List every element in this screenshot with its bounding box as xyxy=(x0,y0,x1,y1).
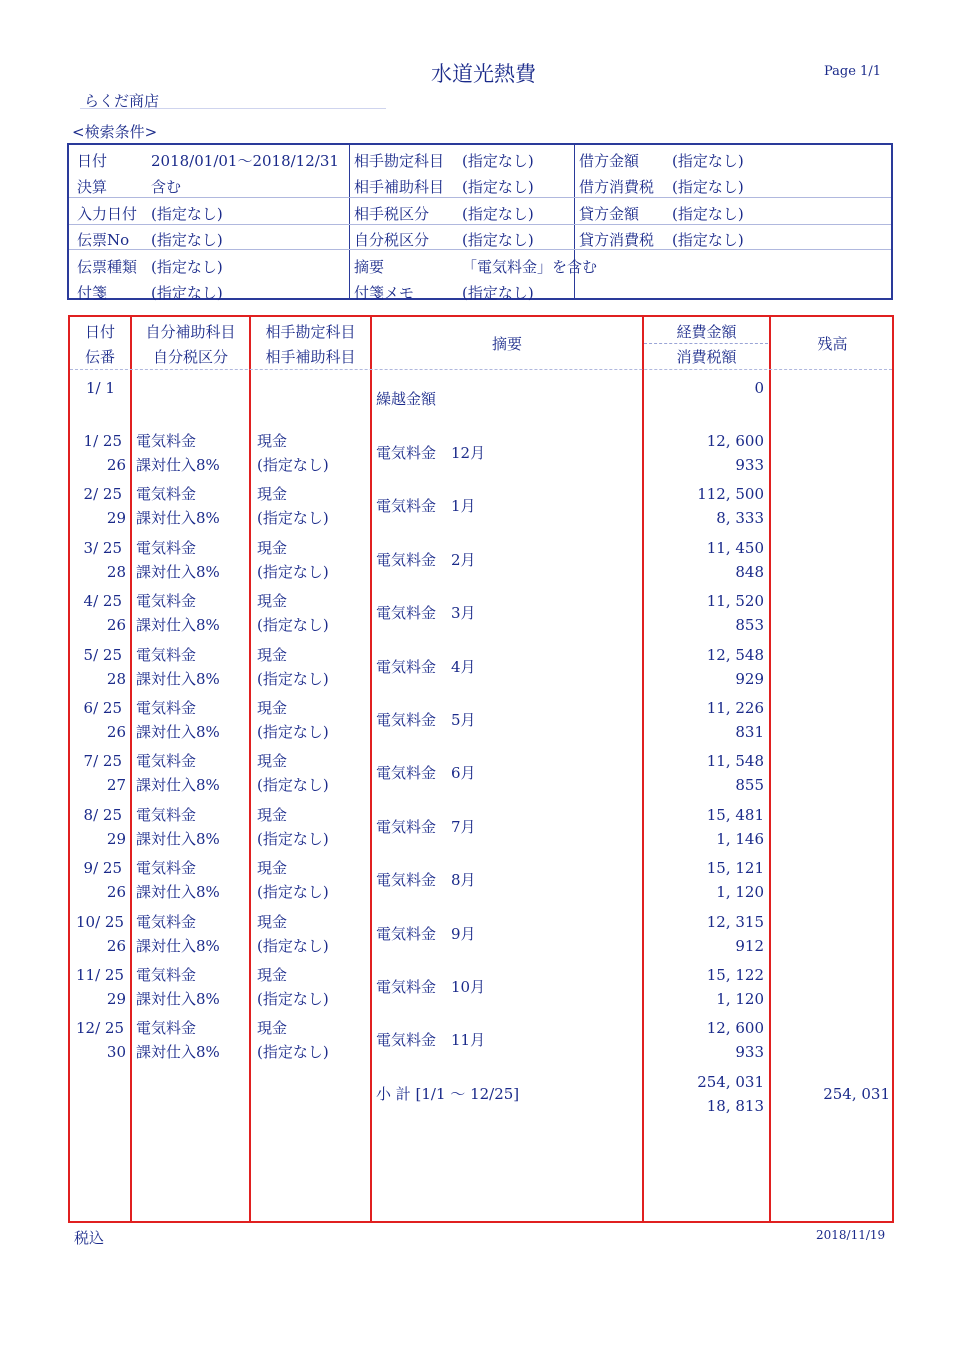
row-memo: 電気料金 11月 xyxy=(376,1031,486,1050)
row-tax: 8, 333 xyxy=(716,509,764,528)
row-own-tax: 課対仕入8% xyxy=(136,723,220,741)
row-own-sub: 電気料金 xyxy=(136,859,197,878)
row-own-tax: 課対仕入8% xyxy=(136,936,220,955)
header-date: 日付 xyxy=(84,323,115,341)
row-date: 1/ 25 xyxy=(83,432,122,450)
row-counter-sub: (指定なし) xyxy=(257,723,329,741)
row-counter-sub: (指定なし) xyxy=(257,776,329,795)
row-expense: 12, 548 xyxy=(706,645,764,664)
cond-sticky-label: 付箋 xyxy=(77,284,108,302)
row-counter-sub: (指定なし) xyxy=(257,1043,329,1062)
row-counter-sub: (指定なし) xyxy=(257,616,329,635)
row-own-tax: 課対仕入8% xyxy=(136,616,220,635)
cond-memo-value: 「電気料金」を含む xyxy=(462,258,598,276)
row-tax: 1, 146 xyxy=(716,829,764,848)
row-counter-acct: 現金 xyxy=(257,645,288,664)
row-date: 7/ 25 xyxy=(83,752,122,771)
header-counter-acct: 相手勘定科目 xyxy=(265,323,356,341)
cond-counter-tax-value: (指定なし) xyxy=(462,205,534,223)
row-memo: 電気料金 4月 xyxy=(376,657,476,676)
cond-slip-no-value: (指定なし) xyxy=(151,231,223,249)
page-number: Page 1/1 xyxy=(824,64,881,79)
header-memo: 摘要 xyxy=(491,335,522,353)
row-own-tax: 課対仕入8% xyxy=(136,776,220,795)
row-counter-sub: (指定なし) xyxy=(257,883,329,902)
row-counter-acct: 現金 xyxy=(257,912,288,931)
search-conditions-box xyxy=(67,143,893,300)
carry-amount: 0 xyxy=(754,379,764,397)
row-expense: 12, 600 xyxy=(706,432,764,450)
row-slip-no: 26 xyxy=(106,456,126,474)
row-slip-no: 26 xyxy=(106,883,126,902)
row-own-tax: 課対仕入8% xyxy=(136,990,220,1008)
row-expense: 15, 481 xyxy=(706,805,764,824)
row-counter-acct: 現金 xyxy=(257,752,288,771)
row-counter-acct: 現金 xyxy=(257,485,288,504)
footer-date: 2018/11/19 xyxy=(816,1228,886,1242)
search-conditions-label: <検索条件> xyxy=(72,123,158,141)
header-counter-sub: 相手補助科目 xyxy=(265,348,356,366)
cond-date-value: 2018/01/01〜2018/12/31 xyxy=(151,152,339,170)
row-own-sub: 電気料金 xyxy=(136,1019,197,1038)
row-tax: 1, 120 xyxy=(716,990,764,1008)
row-own-sub: 電気料金 xyxy=(136,966,197,984)
row-date: 3/ 25 xyxy=(83,538,122,557)
report-title: 水道光熱費 xyxy=(431,62,536,86)
row-tax: 933 xyxy=(735,456,764,474)
row-counter-acct: 現金 xyxy=(257,966,288,984)
header-expense: 経費金額 xyxy=(676,323,737,341)
row-expense: 11, 450 xyxy=(706,538,764,557)
row-counter-sub: (指定なし) xyxy=(257,456,329,474)
row-counter-sub: (指定なし) xyxy=(257,562,329,581)
cond-counter-sub-value: (指定なし) xyxy=(462,178,534,196)
cond-slip-type-value: (指定なし) xyxy=(151,258,223,276)
cond-slip-no-label: 伝票No xyxy=(77,231,130,249)
row-own-sub: 電気料金 xyxy=(136,645,197,664)
cond-settle-label: 決算 xyxy=(77,178,108,196)
row-counter-sub: (指定なし) xyxy=(257,669,329,688)
row-own-sub: 電気料金 xyxy=(136,485,197,504)
cond-row-line xyxy=(69,197,891,198)
row-slip-no: 30 xyxy=(106,1043,126,1062)
row-counter-acct: 現金 xyxy=(257,592,288,611)
row-expense: 12, 315 xyxy=(706,912,764,931)
header-slip-no: 伝番 xyxy=(84,348,115,366)
row-expense: 15, 121 xyxy=(706,859,764,878)
cond-debit-amount-label: 借方金額 xyxy=(579,152,640,170)
row-memo: 電気料金 6月 xyxy=(376,764,476,783)
row-own-sub: 電気料金 xyxy=(136,592,197,611)
row-counter-acct: 現金 xyxy=(257,699,288,717)
header-bottom-line xyxy=(70,369,892,370)
cond-counter-acct-label: 相手勘定科目 xyxy=(354,152,445,170)
cond-row-line xyxy=(69,224,891,225)
row-counter-acct: 現金 xyxy=(257,859,288,878)
header-amount-dash xyxy=(644,343,768,344)
row-counter-sub: (指定なし) xyxy=(257,509,329,528)
cond-input-date-value: (指定なし) xyxy=(151,205,223,223)
row-counter-sub: (指定なし) xyxy=(257,936,329,955)
carry-memo: 繰越金額 xyxy=(376,390,437,408)
row-tax: 912 xyxy=(735,936,764,955)
cond-memo-label: 摘要 xyxy=(354,258,385,276)
row-own-tax: 課対仕入8% xyxy=(136,669,220,688)
row-counter-sub: (指定なし) xyxy=(257,990,329,1008)
cond-slip-type-label: 伝票種類 xyxy=(77,258,138,276)
row-memo: 電気料金 5月 xyxy=(376,711,476,729)
row-counter-acct: 現金 xyxy=(257,432,288,450)
row-own-tax: 課対仕入8% xyxy=(136,883,220,902)
carry-date: 1/ 1 xyxy=(86,379,115,397)
row-expense: 112, 500 xyxy=(697,485,764,504)
header-balance: 残高 xyxy=(817,335,848,353)
row-memo: 電気料金 1月 xyxy=(376,497,476,516)
row-own-tax: 課対仕入8% xyxy=(136,562,220,581)
header-own-tax: 自分税区分 xyxy=(152,348,228,366)
row-memo: 電気料金 3月 xyxy=(376,604,476,623)
ledger-table xyxy=(68,315,894,1223)
cond-input-date-label: 入力日付 xyxy=(77,205,138,223)
row-expense: 15, 122 xyxy=(706,966,764,984)
cond-sticky-memo-label: 付箋メモ xyxy=(354,284,415,302)
company-underline xyxy=(80,108,386,109)
row-own-tax: 課対仕入8% xyxy=(136,1043,220,1062)
row-date: 2/ 25 xyxy=(83,485,122,504)
cond-sticky-memo-value: (指定なし) xyxy=(462,284,534,302)
row-memo: 電気料金 12月 xyxy=(376,444,486,462)
row-date: 11/ 25 xyxy=(76,966,124,984)
row-counter-acct: 現金 xyxy=(257,1019,288,1038)
col-divider xyxy=(249,317,251,1221)
footer-tax-mode: 税込 xyxy=(74,1229,105,1247)
row-own-sub: 電気料金 xyxy=(136,912,197,931)
row-own-tax: 課対仕入8% xyxy=(136,509,220,528)
row-tax: 848 xyxy=(735,562,764,581)
row-slip-no: 26 xyxy=(106,936,126,955)
cond-debit-tax-label: 借方消費税 xyxy=(579,178,655,196)
row-slip-no: 29 xyxy=(106,829,126,848)
row-counter-sub: (指定なし) xyxy=(257,829,329,848)
subtotal-tax: 18, 813 xyxy=(706,1097,764,1115)
subtotal-expense: 254, 031 xyxy=(697,1073,764,1091)
row-tax: 853 xyxy=(735,616,764,635)
row-slip-no: 29 xyxy=(106,509,126,528)
cond-counter-sub-label: 相手補助科目 xyxy=(354,178,445,196)
row-own-sub: 電気料金 xyxy=(136,805,197,824)
cond-date-label: 日付 xyxy=(77,152,108,170)
row-date: 5/ 25 xyxy=(83,645,122,664)
subtotal-balance: 254, 031 xyxy=(823,1085,890,1103)
row-counter-acct: 現金 xyxy=(257,538,288,557)
row-own-sub: 電気料金 xyxy=(136,538,197,557)
cond-own-tax-label: 自分税区分 xyxy=(354,231,430,249)
cond-credit-tax-value: (指定なし) xyxy=(672,231,744,249)
row-slip-no: 28 xyxy=(106,562,126,581)
row-tax: 929 xyxy=(735,669,764,688)
cond-divider xyxy=(349,145,350,298)
row-date: 9/ 25 xyxy=(83,859,122,878)
row-own-sub: 電気料金 xyxy=(136,752,197,771)
cond-row-line xyxy=(69,249,891,250)
subtotal-memo: 小 計 [1/1 〜 12/25] xyxy=(376,1085,520,1103)
row-own-sub: 電気料金 xyxy=(136,432,197,450)
row-own-sub: 電気料金 xyxy=(136,699,197,717)
row-counter-acct: 現金 xyxy=(257,805,288,824)
cond-debit-amount-value: (指定なし) xyxy=(672,152,744,170)
row-memo: 電気料金 2月 xyxy=(376,550,476,569)
cond-settle-value: 含む xyxy=(151,178,182,196)
header-own-sub: 自分補助科目 xyxy=(145,323,236,341)
cond-counter-tax-label: 相手税区分 xyxy=(354,205,430,223)
row-own-tax: 課対仕入8% xyxy=(136,456,220,474)
row-expense: 11, 520 xyxy=(706,592,764,611)
row-date: 6/ 25 xyxy=(83,699,122,717)
header-tax: 消費税額 xyxy=(676,348,737,366)
row-slip-no: 26 xyxy=(106,723,126,741)
row-date: 4/ 25 xyxy=(83,592,122,611)
row-date: 8/ 25 xyxy=(83,805,122,824)
row-memo: 電気料金 10月 xyxy=(376,978,486,996)
company-name: らくだ商店 xyxy=(84,92,160,110)
row-slip-no: 28 xyxy=(106,669,126,688)
row-date: 12/ 25 xyxy=(76,1019,124,1038)
row-tax: 855 xyxy=(735,776,764,795)
row-own-tax: 課対仕入8% xyxy=(136,829,220,848)
col-divider xyxy=(130,317,132,1221)
row-memo: 電気料金 9月 xyxy=(376,924,476,943)
cond-debit-tax-value: (指定なし) xyxy=(672,178,744,196)
cond-sticky-value: (指定なし) xyxy=(151,284,223,302)
cond-credit-amount-value: (指定なし) xyxy=(672,205,744,223)
row-memo: 電気料金 8月 xyxy=(376,871,476,890)
row-slip-no: 29 xyxy=(106,990,126,1008)
cond-own-tax-value: (指定なし) xyxy=(462,231,534,249)
row-memo: 電気料金 7月 xyxy=(376,817,476,836)
row-expense: 11, 226 xyxy=(706,699,764,717)
row-date: 10/ 25 xyxy=(76,912,124,931)
row-expense: 12, 600 xyxy=(706,1019,764,1038)
row-slip-no: 26 xyxy=(106,616,126,635)
cond-counter-acct-value: (指定なし) xyxy=(462,152,534,170)
col-divider xyxy=(370,317,372,1221)
row-tax: 1, 120 xyxy=(716,883,764,902)
cond-credit-tax-label: 貸方消費税 xyxy=(579,231,655,249)
row-slip-no: 27 xyxy=(106,776,126,795)
row-tax: 831 xyxy=(735,723,764,741)
cond-credit-amount-label: 貸方金額 xyxy=(579,205,640,223)
row-expense: 11, 548 xyxy=(706,752,764,771)
row-tax: 933 xyxy=(735,1043,764,1062)
